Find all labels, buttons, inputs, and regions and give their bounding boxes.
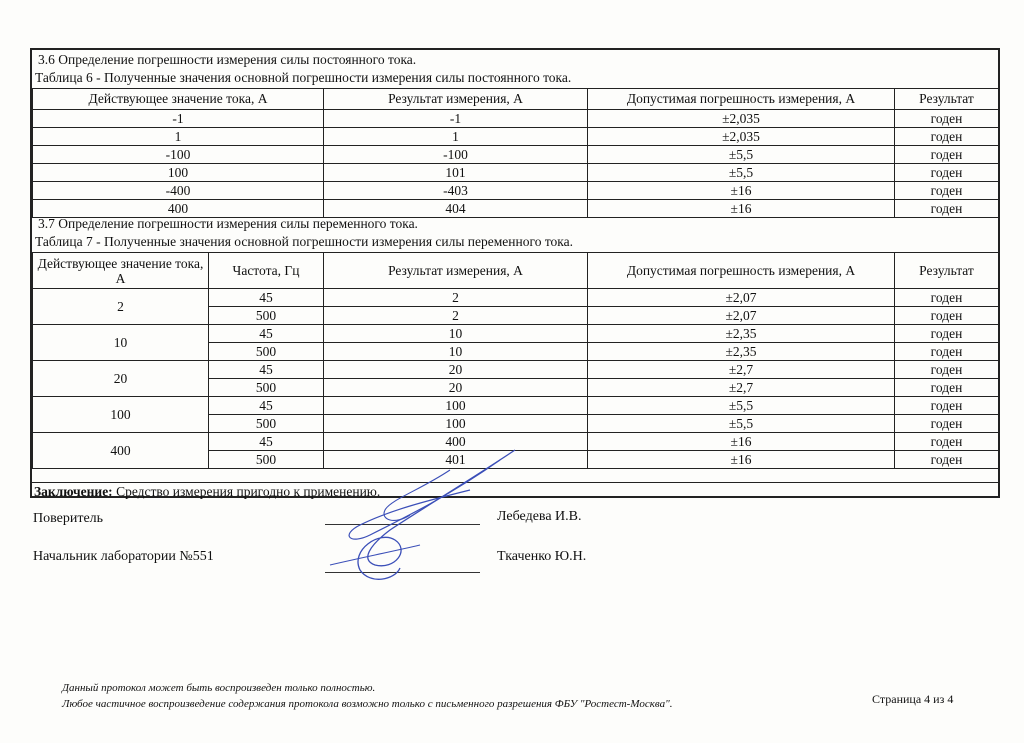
table-cell: годен: [895, 343, 999, 361]
head-role: Начальник лаборатории №551: [33, 549, 214, 564]
current-value-cell: 2: [33, 289, 209, 325]
table-cell: годен: [895, 164, 999, 182]
table-6-column-header: Результат измерения, А: [324, 89, 588, 110]
table-cell: годен: [895, 325, 999, 343]
table-cell: 45: [209, 289, 324, 307]
table-cell: ±16: [588, 451, 895, 469]
table-cell: годен: [895, 451, 999, 469]
table-cell: 20: [324, 379, 588, 397]
table-cell: -1: [33, 110, 324, 128]
verifier-name: Лебедева И.В.: [497, 509, 582, 524]
table-6-column-header: Действующее значение тока, А: [33, 89, 324, 110]
table-cell: ±2,7: [588, 379, 895, 397]
table-cell: ±16: [588, 182, 895, 200]
table-cell: 2: [324, 307, 588, 325]
table-cell: годен: [895, 146, 999, 164]
table-cell: годен: [895, 415, 999, 433]
table-cell: годен: [895, 110, 999, 128]
table-cell: ±2,07: [588, 289, 895, 307]
table-cell: ±5,5: [588, 146, 895, 164]
table-cell: 101: [324, 164, 588, 182]
table-cell: годен: [895, 200, 999, 218]
table-cell: ±5,5: [588, 415, 895, 433]
table-row: [33, 110, 999, 128]
table-cell: ±2,7: [588, 361, 895, 379]
table-row: [33, 128, 999, 146]
table-7-column-header: Результат: [895, 253, 999, 289]
table-cell: ±2,035: [588, 128, 895, 146]
table-cell: годен: [895, 361, 999, 379]
table-7-column-header: Допустимая погрешность измерения, А: [588, 253, 895, 289]
table-cell: 45: [209, 397, 324, 415]
table-6-body: [33, 110, 999, 218]
section-37-heading: 3.7 Определение погрешности измерения силы переменного тока.: [38, 216, 418, 231]
table-cell: 100: [33, 164, 324, 182]
table-cell: ±2,35: [588, 343, 895, 361]
table-row: [33, 182, 999, 200]
table-cell: -400: [33, 182, 324, 200]
table-cell: 45: [209, 325, 324, 343]
table-7-column-header: Частота, Гц: [209, 253, 324, 289]
table-row: [33, 289, 999, 307]
table-cell: 2: [324, 289, 588, 307]
table-cell: ±16: [588, 433, 895, 451]
verifier-role: Поверитель: [33, 511, 104, 526]
table-6-column-header: Результат: [895, 89, 999, 110]
table-cell: 404: [324, 200, 588, 218]
table-cell: 500: [209, 379, 324, 397]
table-cell: 500: [209, 451, 324, 469]
table-cell: ±2,07: [588, 307, 895, 325]
section-36-heading: 3.6 Определение погрешности измерения силы постоянного тока.: [38, 52, 417, 67]
table-row: [33, 361, 999, 379]
table-row: [33, 200, 999, 218]
conclusion-label: Заключение:: [34, 484, 113, 499]
table-cell: 10: [324, 325, 588, 343]
table-row: [33, 325, 999, 343]
protocol-frame: [30, 48, 1000, 498]
table-cell: 45: [209, 433, 324, 451]
table-cell: годен: [895, 307, 999, 325]
head-name: Ткаченко Ю.Н.: [497, 549, 587, 564]
table-cell: 100: [324, 415, 588, 433]
table-cell: 1: [324, 128, 588, 146]
table-cell: ±2,35: [588, 325, 895, 343]
table-cell: ±2,035: [588, 110, 895, 128]
table-cell: 10: [324, 343, 588, 361]
table-cell: 1: [33, 128, 324, 146]
table-6-column-header: Допустимая погрешность измерения, А: [588, 89, 895, 110]
table-cell: 45: [209, 361, 324, 379]
table-7-header: [33, 253, 999, 289]
page-number: Страница 4 из 4: [872, 692, 954, 706]
current-value-cell: 20: [33, 361, 209, 397]
table-cell: 401: [324, 451, 588, 469]
table-7-caption: Таблица 7 - Полученные значения основной погрешности измерения силы переменного тока.: [35, 234, 574, 249]
table-cell: ±5,5: [588, 164, 895, 182]
table-6-caption: Таблица 6 - Полученные значения основной погрешности измерения силы постоянного тока.: [35, 70, 572, 85]
table-cell: годен: [895, 397, 999, 415]
table-cell: годен: [895, 289, 999, 307]
table-cell: годен: [895, 182, 999, 200]
footer-notice-1: Данный протокол может быть воспроизведен только полностью.: [62, 682, 376, 694]
table-row: [33, 397, 999, 415]
current-value-cell: 10: [33, 325, 209, 361]
table-cell: 400: [33, 200, 324, 218]
table-cell: -100: [33, 146, 324, 164]
table-cell: 20: [324, 361, 588, 379]
table-cell: годен: [895, 433, 999, 451]
table-7-column-header: Действующее значение тока, А: [33, 253, 209, 289]
current-value-cell: 400: [33, 433, 209, 469]
table-cell: ±16: [588, 200, 895, 218]
handwritten-signature: [300, 440, 530, 590]
table-cell: -1: [324, 110, 588, 128]
table-6: [32, 88, 999, 218]
table-7: [32, 252, 999, 469]
table-7-column-header: Результат измерения, А: [324, 253, 588, 289]
table-cell: -100: [324, 146, 588, 164]
footer-notice-2: Любое частичное воспроизведение содержания протокола возможно только с письменного разрешения ФБУ "Ростест-Москва".: [62, 698, 673, 710]
table-6-header: [33, 89, 999, 110]
table-cell: 100: [324, 397, 588, 415]
table-cell: годен: [895, 379, 999, 397]
table-cell: 400: [324, 433, 588, 451]
current-value-cell: 100: [33, 397, 209, 433]
conclusion-text: Средство измерения пригодно к применению.: [116, 484, 381, 499]
table-cell: ±5,5: [588, 397, 895, 415]
table-row: [33, 164, 999, 182]
table-row: [33, 146, 999, 164]
table-cell: годен: [895, 128, 999, 146]
table-cell: 500: [209, 343, 324, 361]
table-cell: 500: [209, 415, 324, 433]
table-cell: 500: [209, 307, 324, 325]
table-cell: -403: [324, 182, 588, 200]
